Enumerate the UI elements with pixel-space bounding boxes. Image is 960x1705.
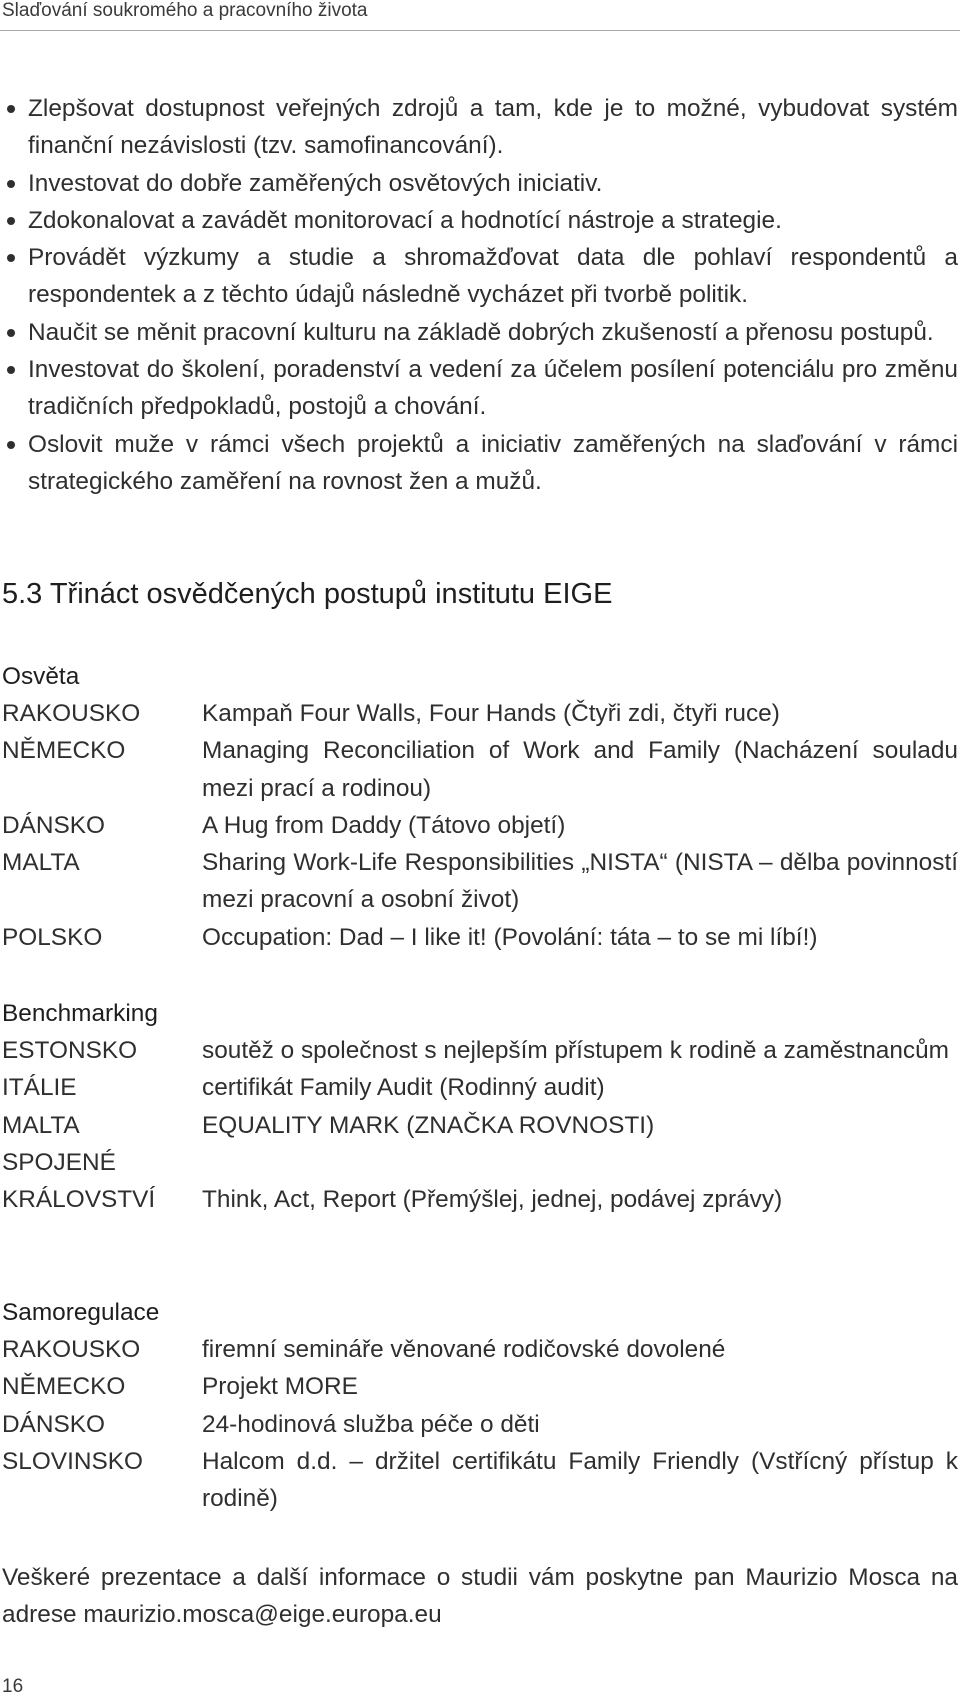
country-label-line: SPOJENÉ bbox=[2, 1148, 116, 1176]
project-title: A Hug from Daddy (Tátovo objetí) bbox=[202, 811, 566, 839]
country-label: ITÁLIE bbox=[2, 1074, 77, 1102]
country-label: DÁNSKO bbox=[2, 811, 106, 839]
practice-entry bbox=[2, 919, 958, 956]
country-label: MALTA bbox=[2, 1111, 80, 1139]
project-title: EQUALITY MARK (ZNAČKA ROVNOSTI) bbox=[202, 1111, 655, 1139]
country-label: MALTA bbox=[2, 849, 80, 877]
list-item: Naučit se měnit pracovní kulturu na základě dobrých zkušeností a přenosu postupů. bbox=[2, 314, 958, 351]
practice-entry bbox=[2, 732, 958, 807]
group-title: Benchmarking bbox=[2, 1000, 158, 1027]
list-item: Zdokonalovat a zavádět monitorovací a hodnotící nástroje a strategie. bbox=[2, 202, 958, 239]
country-label: DÁNSKO bbox=[2, 1410, 106, 1438]
project-title: Occupation: Dad – I like it! (Povolání: táta – to se mi líbí!) bbox=[202, 923, 818, 951]
recommendations-list bbox=[2, 90, 958, 500]
practice-group-osveta bbox=[2, 658, 958, 956]
practice-group-samoregulace bbox=[2, 1294, 958, 1517]
country-label: SLOVINSKO bbox=[2, 1447, 143, 1475]
practice-entry bbox=[2, 1069, 958, 1106]
practice-entry bbox=[2, 1443, 958, 1518]
project-title: soutěž o společnost s nejlepším přístupem k rodině a zaměstnancům bbox=[202, 1037, 949, 1064]
practice-entry bbox=[2, 695, 958, 732]
practice-entry bbox=[2, 1032, 958, 1069]
list-item: Investovat do dobře zaměřených osvětových iniciativ. bbox=[2, 165, 958, 202]
list-item: Provádět výzkumy a studie a shromažďovat data dle pohlaví respondentů a respondentek a z těchto údajů následně vycházet při tvorbě politik. bbox=[2, 239, 958, 314]
country-label: NĚMECKO bbox=[2, 1373, 126, 1401]
group-title: Samoregulace bbox=[2, 1299, 160, 1326]
project-title: certifikát Family Audit (Rodinný audit) bbox=[202, 1074, 605, 1102]
list-item: Oslovit muže v rámci všech projektů a iniciativ zaměřených na slaďování v rámci strategického zaměření na rovnost žen a mužů. bbox=[2, 426, 958, 501]
practice-entry bbox=[2, 1368, 958, 1405]
practice-group-benchmarking bbox=[2, 995, 958, 1218]
project-title: Projekt MORE bbox=[202, 1373, 358, 1401]
project-title: Sharing Work-Life Responsibilities „NISTA“ (NISTA – dělba povinností mezi pracovní a osobní život) bbox=[202, 849, 958, 914]
country-label: ESTONSKO bbox=[2, 1037, 138, 1064]
practice-entry bbox=[2, 1331, 958, 1368]
running-header-title: Slaďování soukromého a pracovního života bbox=[2, 0, 368, 21]
project-title: Think, Act, Report (Přemýšlej, jednej, podávej zprávy) bbox=[202, 1186, 783, 1214]
practice-entry bbox=[2, 1144, 958, 1219]
project-title: Halcom d.d. – držitel certifikátu Family Friendly (Vstřícný přístup k rodině) bbox=[202, 1447, 958, 1513]
practice-entry bbox=[2, 807, 958, 844]
practice-entry bbox=[2, 844, 958, 919]
list-item: Investovat do školení, poradenství a vedení za účelem posílení potenciálu pro změnu tradičních předpokladů, postojů a chování. bbox=[2, 351, 958, 426]
country-label: RAKOUSKO bbox=[2, 700, 141, 727]
country-label: POLSKO bbox=[2, 923, 103, 951]
page-number: 16 bbox=[2, 1676, 24, 1697]
group-title: Osvěta bbox=[2, 663, 80, 690]
country-label: RAKOUSKO bbox=[2, 1336, 141, 1363]
practice-entry bbox=[2, 1406, 958, 1443]
project-title: firemní semináře věnované rodičovské dovolené bbox=[202, 1336, 726, 1363]
project-title: 24-hodinová služba péče o děti bbox=[202, 1410, 540, 1438]
country-label bbox=[2, 1144, 197, 1219]
project-title: Kampaň Four Walls, Four Hands (Čtyři zdi, čtyři ruce) bbox=[202, 700, 780, 727]
project-title: Managing Reconciliation of Work and Family (Nacházení souladu mezi prací a rodinou) bbox=[202, 737, 958, 802]
section-heading: 5.3 Třináct osvědčených postupů institutu EIGE bbox=[2, 578, 613, 610]
list-item: Zlepšovat dostupnost veřejných zdrojů a tam, kde je to možné, vybudovat systém finanční nezávislosti (tzv. samofinancování). bbox=[2, 90, 958, 165]
practice-entry bbox=[2, 1107, 958, 1144]
running-header bbox=[0, 0, 960, 31]
contact-note: Veškeré prezentace a další informace o studii vám poskytne pan Maurizio Mosca na adrese maurizio.mosca@eige.europa.eu bbox=[2, 1564, 958, 1629]
country-label: NĚMECKO bbox=[2, 737, 126, 765]
country-label-line: KRÁLOVSTVÍ bbox=[2, 1186, 156, 1214]
